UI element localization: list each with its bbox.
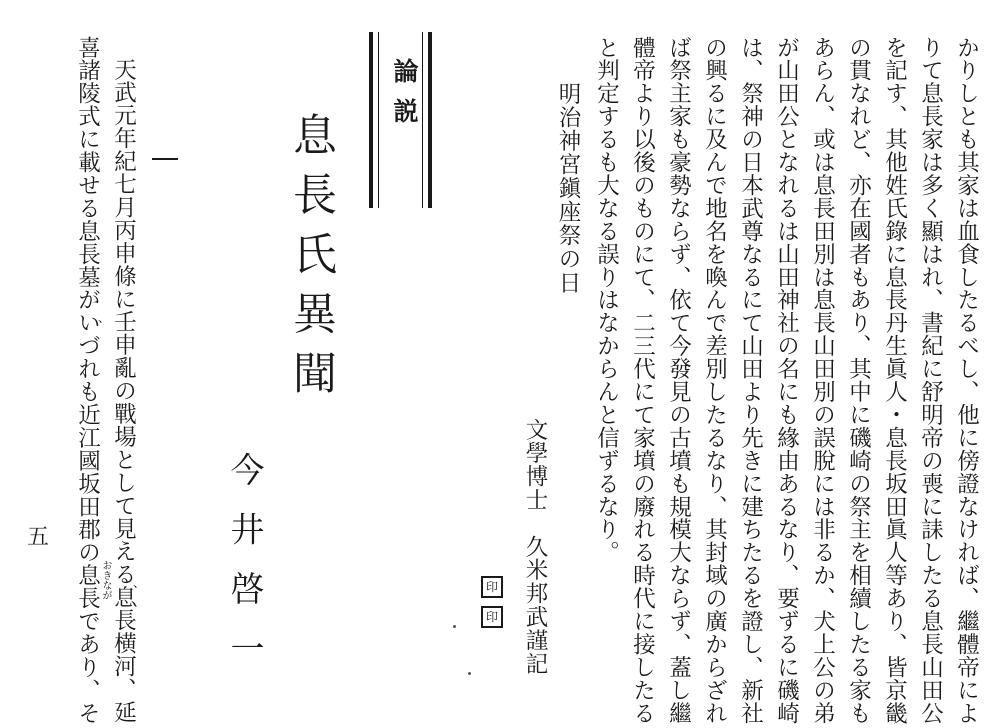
text-column: を記す、其他姓氏錄に息長丹生眞人・息長坂田眞人等あり、皆京畿 (881, 36, 908, 725)
article-author: 今井啓一 (224, 452, 264, 690)
heading-rule (422, 32, 423, 208)
emphasis-dot: 、 (98, 311, 111, 325)
date-line: 明治神宮鎭座祭の日 (555, 82, 581, 295)
text-column: 天武元年紀七月丙申條に壬申亂の戰場として見える息長横河、延 (110, 58, 137, 724)
heading-rule (428, 32, 432, 208)
print-speck (453, 625, 456, 628)
text-column: の興るに及んで地名を喚んで差別したるなり、其封域の廣からざれ (701, 36, 728, 725)
emphasis-dot: 、 (133, 576, 146, 590)
text-column: かりしとも其家は血食したるべし、他に傍證なければ、繼體帝によ (953, 36, 980, 725)
text-column: あらん、或は息長田別は息長山田別の誤脫には非るか、犬上公の弟 (809, 36, 836, 725)
author-signature: 文學博士 久米邦武謹記 (522, 418, 548, 676)
text-column: の貫なれど、亦在國者もあり、其中に磯崎の祭主を相續したる家も (845, 36, 872, 725)
page-number: 五 (27, 525, 50, 550)
seal-stamp: 印 (481, 576, 503, 598)
text-column: 喜諸陵式に載せる息長墓がいづれも近江國坂田郡の息長であり、そ (74, 36, 101, 725)
section-number (152, 158, 178, 160)
print-speck (468, 672, 471, 675)
seal-stamp: 印 (481, 606, 503, 628)
emphasis-dot: 、 (133, 595, 146, 609)
text-column: 體帝より以後のものにて、二三代にて家墳の廢れる時代に接したる (629, 36, 656, 725)
section-label: 論説 (390, 58, 419, 138)
ruby-annotation: おきなが (100, 560, 111, 600)
text-column: りて息長家は多く顯はれ、書紀に舒明帝の喪に誄したる息長山田公 (917, 36, 944, 725)
heading-rule (378, 32, 379, 208)
text-column: と判定するも大なる誤りはなからんと信ずるなり。 (593, 36, 620, 564)
text-column: は、祭神の日本武尊なるにて山田より先きに建ちたるを證し、新社 (737, 36, 764, 725)
heading-rule (369, 32, 373, 208)
text-column: が山田公となれるは山田神社の名にも緣由あるなり、要ずるに磯崎 (773, 36, 800, 725)
text-column: ば祭主家も豪勢ならず、依て今發見の古墳も規模大ならず、蓋し繼 (665, 36, 692, 725)
article-title: 息長氏異聞 (285, 112, 336, 409)
